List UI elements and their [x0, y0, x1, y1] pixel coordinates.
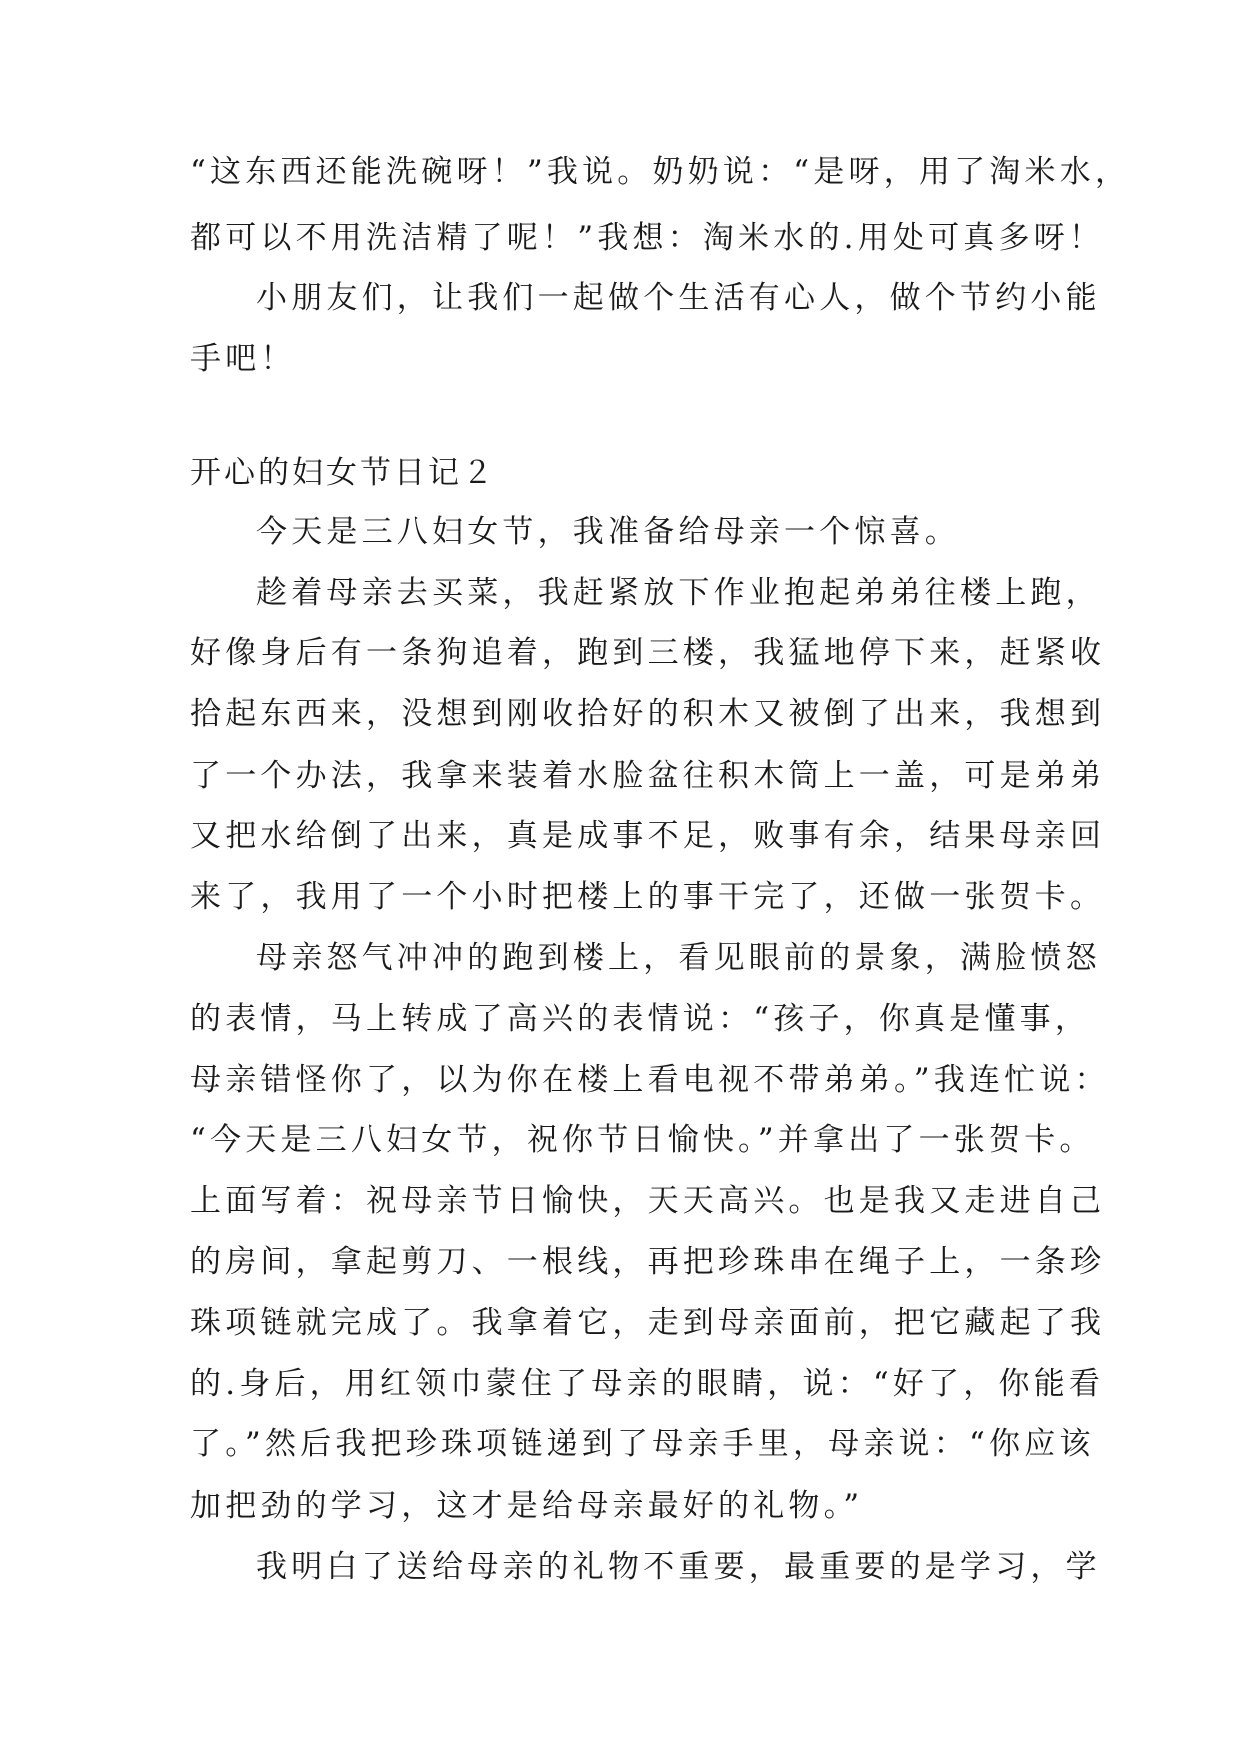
paragraph-line: 加把劲的学习，这才是给母亲最好的礼物。”: [190, 1488, 864, 1524]
paragraph-line: 手吧！: [190, 341, 296, 377]
paragraph-line: 上面写着：祝母亲节日愉快，天天高兴。也是我又走进自己: [190, 1183, 1106, 1219]
paragraph-line: 的.身后，用红领巾蒙住了母亲的眼睛，说：“好了，你能看: [190, 1366, 1105, 1402]
section-heading: 开心的妇女节日记２: [190, 455, 496, 491]
paragraph-line: 好像身后有一条狗追着，跑到三楼，我猛地停下来，赶紧收: [190, 635, 1106, 671]
paragraph-line: “这东西还能洗碗呀！”我说。奶奶说：“是呀，用了淘米水，: [190, 154, 1131, 190]
paragraph-line: 珠项链就完成了。我拿着它，走到母亲面前，把它藏起了我: [190, 1305, 1106, 1341]
paragraph-line: 了。”然后我把珍珠项链递到了母亲手里，母亲说：“你应该: [190, 1426, 1095, 1462]
paragraph-line: 拾起东西来，没想到刚收拾好的积木又被倒了出来，我想到: [190, 696, 1106, 732]
paragraph-line: 母亲错怪你了，以为你在楼上看电视不带弟弟。”我连忙说：: [190, 1062, 1110, 1098]
paragraph-line: 都可以不用洗洁精了呢！”我想：淘米水的.用处可真多呀！: [190, 220, 1105, 256]
paragraph-line: 又把水给倒了出来，真是成事不足，败事有余，结果母亲回: [190, 818, 1106, 854]
paragraph-line: 来了，我用了一个小时把楼上的事干完了，还做一张贺卡。: [190, 879, 1106, 915]
paragraph-line: 的房间，拿起剪刀、一根线，再把珍珠串在绳子上，一条珍: [190, 1244, 1106, 1280]
paragraph-line: 我明白了送给母亲的礼物不重要，最重要的是学习，学: [256, 1549, 1101, 1585]
paragraph-line: 今天是三八妇女节，我准备给母亲一个惊喜。: [256, 514, 960, 550]
paragraph-line: 小朋友们，让我们一起做个生活有心人，做个节约小能: [256, 280, 1101, 316]
paragraph-line: “今天是三八妇女节，祝你节日愉快。”并拿出了一张贺卡。: [190, 1122, 1095, 1158]
paragraph-line: 母亲怒气冲冲的跑到楼上，看见眼前的景象，满脸愤怒: [256, 940, 1101, 976]
paragraph-line: 了一个办法，我拿来装着水脸盆往积木筒上一盖，可是弟弟: [190, 758, 1106, 794]
paragraph-line: 的表情，马上转成了高兴的表情说：“孩子，你真是懂事，: [190, 1001, 1091, 1037]
paragraph-line: 趁着母亲去买菜，我赶紧放下作业抱起弟弟往楼上跑，: [256, 575, 1101, 611]
